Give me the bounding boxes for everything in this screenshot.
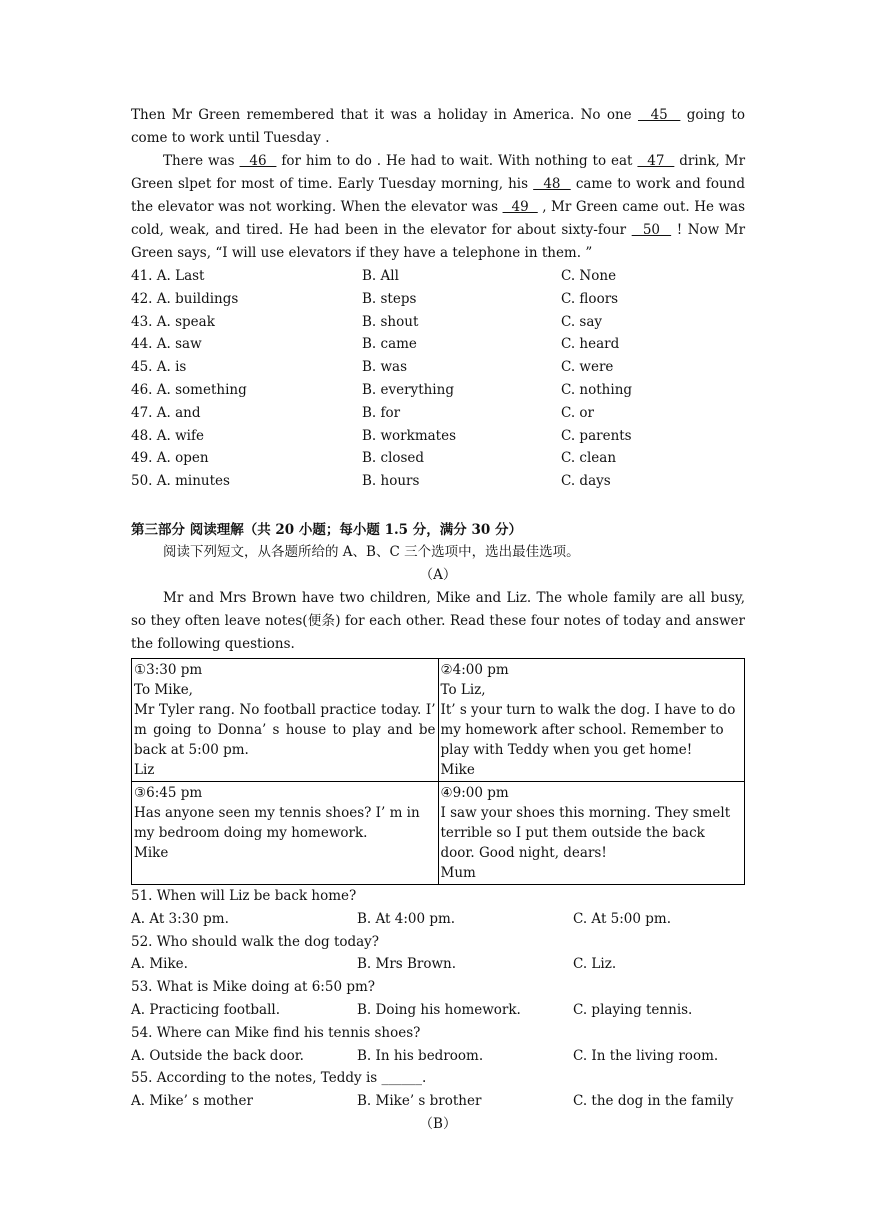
note-recipient: To Mike, bbox=[134, 681, 193, 698]
note-body: Mr Tyler rang. No football practice today. I’ m going to Donna’ s house to play and be back at 5:00 pm. bbox=[134, 701, 436, 758]
option-row bbox=[131, 311, 745, 334]
note-body: Has anyone seen my tennis shoes? I’ m in my bedroom doing my homework. bbox=[134, 804, 420, 841]
option-b: B. hours bbox=[362, 473, 420, 490]
blank-48: 48 bbox=[533, 176, 571, 192]
answer-a: A. Mike’ s mother bbox=[131, 1093, 253, 1110]
answer-c: C. playing tennis. bbox=[573, 1001, 693, 1018]
reading-intro: Mr and Mrs Brown have two children, Mike and Liz. The whole family are all busy, so they often leave notes(便条) for each other. Read these four notes of today and answer the following questions. bbox=[131, 589, 745, 652]
option-a: A. something bbox=[156, 381, 247, 398]
note-signature: Mum bbox=[440, 864, 476, 881]
note-time: ②4:00 pm bbox=[440, 661, 509, 678]
answer-b: B. Doing his homework. bbox=[357, 1001, 521, 1018]
option-c: C. nothing bbox=[561, 381, 633, 398]
answer-c: C. Liz. bbox=[573, 956, 617, 973]
option-number: 47. bbox=[131, 404, 153, 421]
note-card bbox=[438, 658, 745, 781]
option-row bbox=[131, 447, 745, 470]
option-a: A. buildings bbox=[156, 290, 239, 307]
passage-text: for him to do . He had to wait. With nothing to eat bbox=[281, 153, 633, 169]
answer-row bbox=[131, 1045, 745, 1068]
option-c: C. None bbox=[561, 268, 617, 284]
passage-paragraph-2 bbox=[131, 150, 745, 265]
answer-c: C. At 5:00 pm. bbox=[573, 910, 672, 927]
option-a: A. minutes bbox=[156, 473, 230, 490]
blank-46: 46 bbox=[239, 153, 277, 169]
answer-row bbox=[131, 999, 745, 1022]
option-a: A. speak bbox=[156, 313, 215, 330]
passage-text: going to come to work until Tuesday . bbox=[131, 107, 745, 146]
note-body: It’ s your turn to walk the dog. I have to do my homework after school. Remember to play with Teddy when you get home! bbox=[440, 701, 736, 758]
option-row bbox=[131, 470, 745, 493]
question-stem: 55. According to the notes, Teddy is ______. bbox=[131, 1070, 427, 1087]
note-time: ①3:30 pm bbox=[134, 661, 203, 678]
answer-row bbox=[131, 953, 745, 976]
note-signature: Liz bbox=[134, 761, 155, 778]
answer-b: B. Mrs Brown. bbox=[357, 956, 457, 973]
note-card bbox=[132, 658, 439, 781]
question-stem: 54. Where can Mike find his tennis shoes? bbox=[131, 1024, 421, 1041]
passage-text: Then Mr Green remembered that it was a holiday in America. No one bbox=[131, 107, 632, 123]
answer-row bbox=[131, 908, 745, 931]
part-b-label: （B） bbox=[419, 1115, 457, 1132]
answer-b: B. At 4:00 pm. bbox=[357, 910, 456, 927]
option-c: C. or bbox=[561, 404, 595, 421]
option-number: 42. bbox=[131, 290, 153, 307]
option-number: 41. bbox=[131, 268, 153, 284]
reading-questions bbox=[131, 885, 745, 1113]
note-signature: Mike bbox=[440, 761, 475, 778]
passage-text: came to work and found the elevator was not working. When the elevator was bbox=[131, 176, 745, 215]
option-row bbox=[131, 402, 745, 425]
note-time: ③6:45 pm bbox=[134, 784, 203, 801]
blank-47: 47 bbox=[637, 153, 675, 169]
option-row bbox=[131, 356, 745, 379]
option-number: 48. bbox=[131, 427, 153, 444]
blank-49: 49 bbox=[502, 199, 538, 215]
option-b: B. All bbox=[362, 268, 399, 284]
option-b: B. for bbox=[362, 404, 401, 421]
blank-50: 50 bbox=[631, 222, 672, 238]
option-number: 44. bbox=[131, 336, 153, 353]
option-c: C. days bbox=[561, 473, 611, 490]
answer-b: B. Mike’ s brother bbox=[357, 1093, 482, 1110]
option-a: A. Last bbox=[156, 268, 205, 284]
cloze-options bbox=[131, 265, 745, 493]
option-c: C. clean bbox=[561, 450, 617, 467]
option-number: 43. bbox=[131, 313, 153, 330]
answer-c: C. the dog in the family bbox=[573, 1093, 734, 1110]
note-time: ④9:00 pm bbox=[440, 784, 509, 801]
answer-a: A. Outside the back door. bbox=[131, 1047, 304, 1064]
notes-table bbox=[131, 658, 745, 885]
option-row bbox=[131, 333, 745, 356]
passage-text: , Mr Green came out. He was cold, weak, and tired. He had been in the elevator for about sixty-four bbox=[131, 199, 745, 238]
question-stem: 52. Who should walk the dog today? bbox=[131, 933, 380, 950]
note-card bbox=[132, 781, 439, 884]
option-c: C. were bbox=[561, 359, 614, 376]
exam-page bbox=[131, 104, 745, 1136]
option-c: C. parents bbox=[561, 427, 632, 444]
option-row bbox=[131, 288, 745, 311]
option-a: A. wife bbox=[156, 427, 204, 444]
passage-paragraph-1 bbox=[131, 104, 745, 150]
option-number: 50. bbox=[131, 473, 153, 490]
answer-a: A. At 3:30 pm. bbox=[131, 910, 229, 927]
question-stem: 53. What is Mike doing at 6:50 pm? bbox=[131, 979, 376, 996]
option-b: B. came bbox=[362, 336, 417, 353]
option-number: 49. bbox=[131, 450, 153, 467]
option-b: B. steps bbox=[362, 290, 417, 307]
note-recipient: To Liz, bbox=[440, 681, 486, 698]
section-instruction: 阅读下列短文，从各题所给的 A、B、C 三个选项中，选出最佳选项。 bbox=[163, 543, 580, 560]
option-b: B. workmates bbox=[362, 427, 457, 444]
note-signature: Mike bbox=[134, 844, 169, 861]
part-a-label: （A） bbox=[419, 566, 457, 583]
note-body: I saw your shoes this morning. They smelt terrible so I put them outside the back door. Good night, dears! bbox=[440, 804, 731, 861]
option-a: A. and bbox=[156, 404, 201, 421]
option-b: B. was bbox=[362, 359, 408, 376]
option-b: B. shout bbox=[362, 313, 419, 330]
passage-text: drink, Mr Green slpet for most of time. Early Tuesday morning, his bbox=[131, 153, 746, 192]
option-row bbox=[131, 425, 745, 448]
option-c: C. floors bbox=[561, 290, 619, 307]
option-a: A. is bbox=[156, 359, 187, 376]
question-stem: 51. When will Liz be back home? bbox=[131, 887, 357, 904]
option-row bbox=[131, 265, 745, 288]
answer-a: A. Mike. bbox=[131, 956, 188, 973]
answer-a: A. Practicing football. bbox=[131, 1001, 281, 1018]
option-b: B. closed bbox=[362, 450, 425, 467]
option-c: C. heard bbox=[561, 336, 620, 353]
option-a: A. open bbox=[156, 450, 209, 467]
section-title: 第三部分 阅读理解（共 20 小题；每小题 1.5 分，满分 30 分） bbox=[131, 521, 522, 538]
answer-row bbox=[131, 1090, 745, 1113]
note-card bbox=[438, 781, 745, 884]
option-number: 45. bbox=[131, 359, 153, 376]
option-a: A. saw bbox=[156, 336, 202, 353]
answer-b: B. In his bedroom. bbox=[357, 1047, 484, 1064]
blank-45: 45 bbox=[637, 107, 681, 123]
passage-text: There was bbox=[163, 153, 235, 169]
answer-c: C. In the living room. bbox=[573, 1047, 719, 1064]
passage-text: ! Now Mr Green says, “I will use elevators if they have a telephone in them. ” bbox=[131, 222, 746, 261]
option-b: B. everything bbox=[362, 381, 454, 398]
option-number: 46. bbox=[131, 381, 153, 398]
option-row bbox=[131, 379, 745, 402]
option-c: C. say bbox=[561, 313, 603, 330]
